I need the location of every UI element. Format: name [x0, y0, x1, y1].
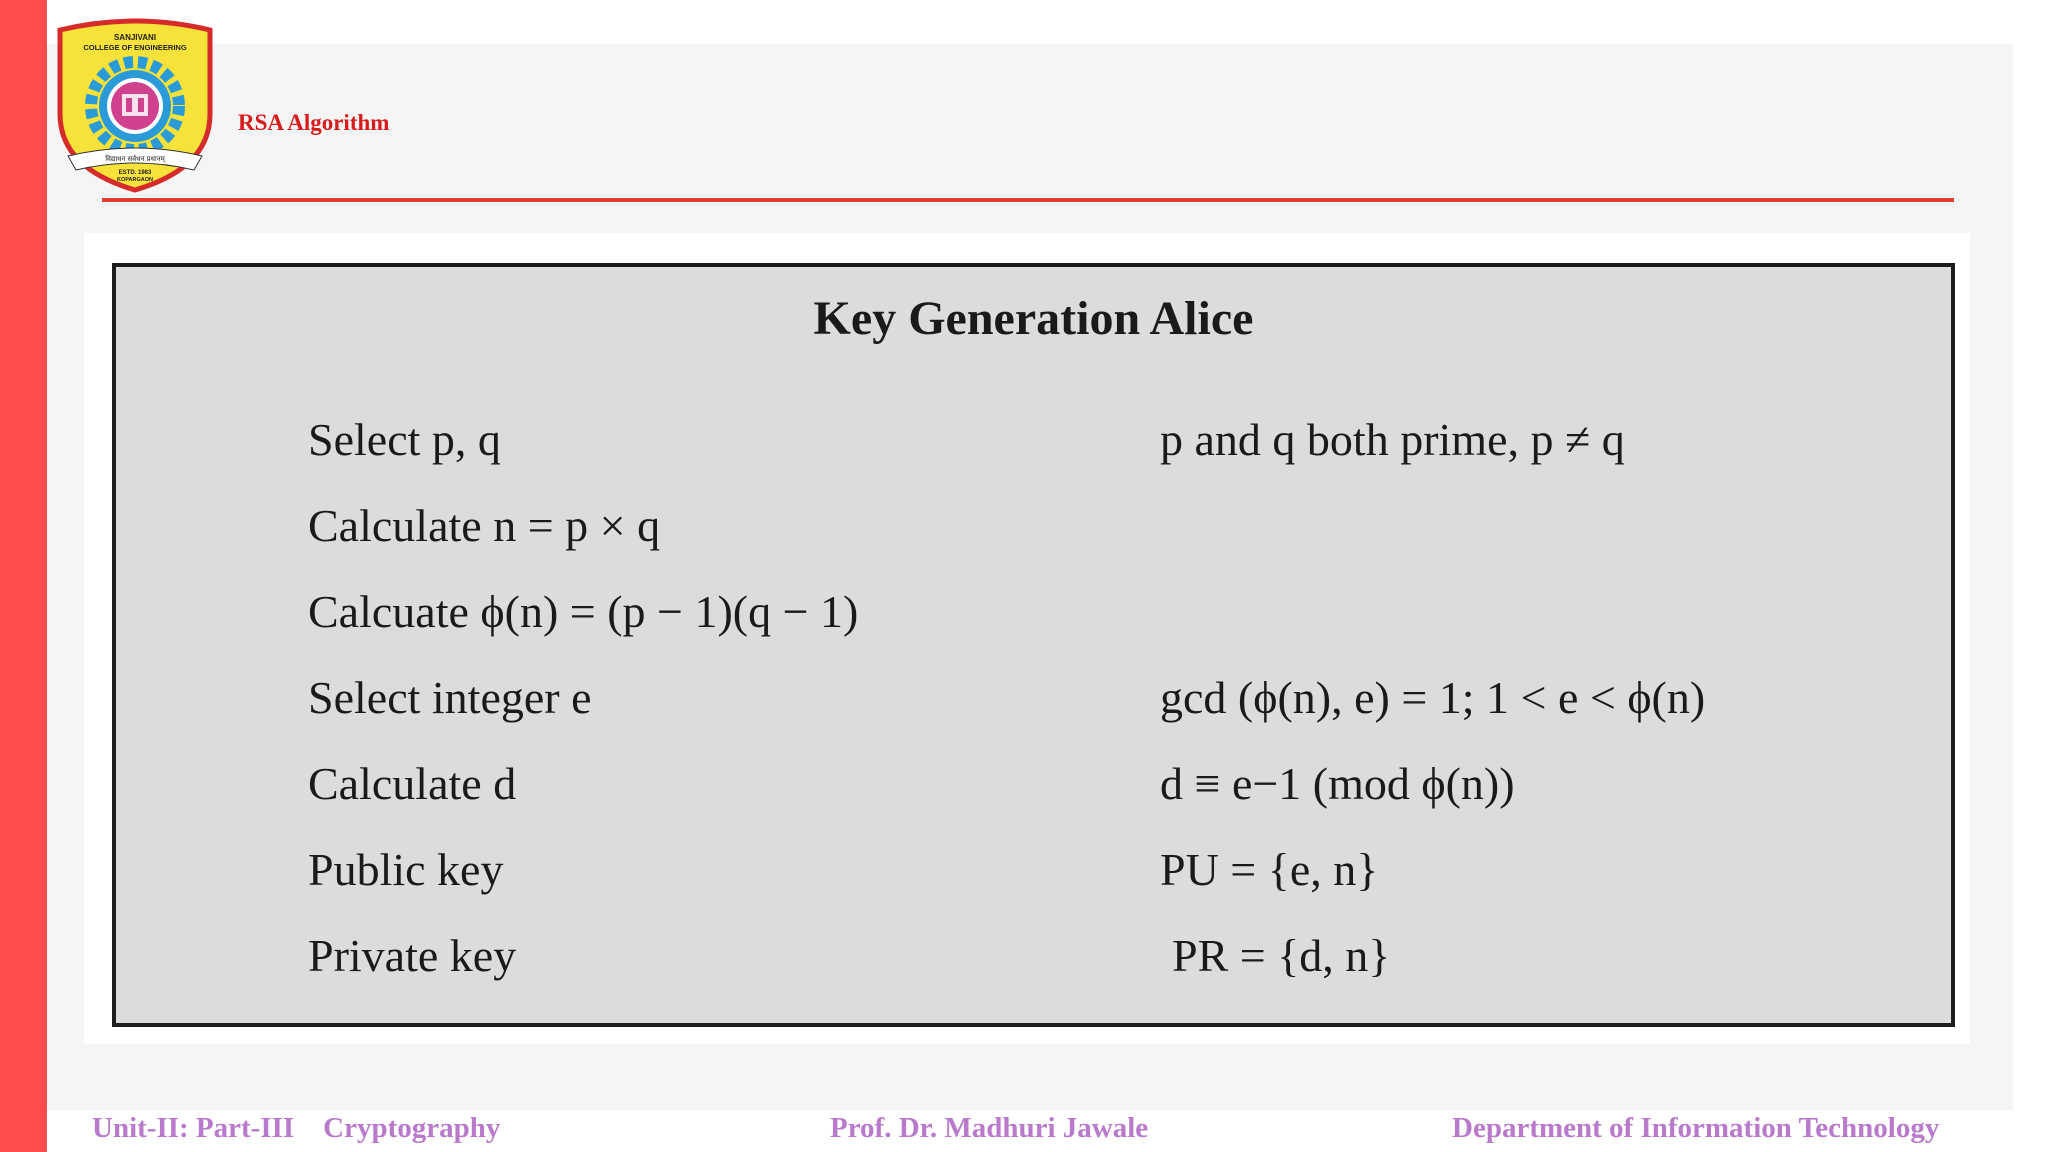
box-heading: Key Generation Alice	[813, 292, 1254, 345]
row-calculate-d-formula: d ≡ e−1 (mod ϕ(n))	[1160, 758, 1515, 809]
logo-sub-text: COLLEGE OF ENGINEERING	[83, 43, 187, 52]
row-select-pq-formula: p and q both prime, p ≠ q	[1160, 414, 1625, 465]
header-divider	[102, 198, 1954, 202]
row-calculate-phi-label: Calcuate ϕ(n) = (p − 1)(q − 1)	[308, 586, 859, 637]
footer-department: Department of Information Technology	[1452, 1112, 1940, 1144]
footer-professor: Prof. Dr. Madhuri Jawale	[830, 1112, 1149, 1144]
row-public-key-label: Public key	[308, 844, 504, 895]
row-select-e-label: Select integer e	[308, 672, 592, 723]
row-public-key-formula: PU = {e, n}	[1160, 844, 1379, 895]
row-select-e-formula: gcd (ϕ(n), e) = 1; 1 < e < ϕ(n)	[1160, 672, 1706, 723]
row-calculate-d-label: Calculate d	[308, 758, 517, 809]
logo-estd: ESTD. 1983	[118, 170, 152, 176]
row-calculate-n-label: Calculate n = p × q	[308, 500, 661, 551]
row-private-key-formula: PR = {d, n}	[1172, 930, 1391, 981]
logo-location: KOPARGAON	[117, 177, 153, 183]
row-select-pq-label: Select p, q	[308, 414, 501, 465]
gear-icon	[91, 62, 179, 150]
logo-top-text: SANJIVANI	[113, 33, 157, 42]
footer-unit: Unit-II: Part-III Cryptography	[92, 1112, 501, 1144]
logo-motto: विद्याधन सर्वधन प्रधानम्	[105, 155, 165, 163]
college-logo	[54, 18, 216, 194]
slide-title: RSA Algorithm	[238, 110, 390, 135]
left-accent-bar	[0, 0, 47, 1152]
key-generation-box	[112, 263, 1955, 1027]
row-private-key-label: Private key	[308, 930, 517, 981]
